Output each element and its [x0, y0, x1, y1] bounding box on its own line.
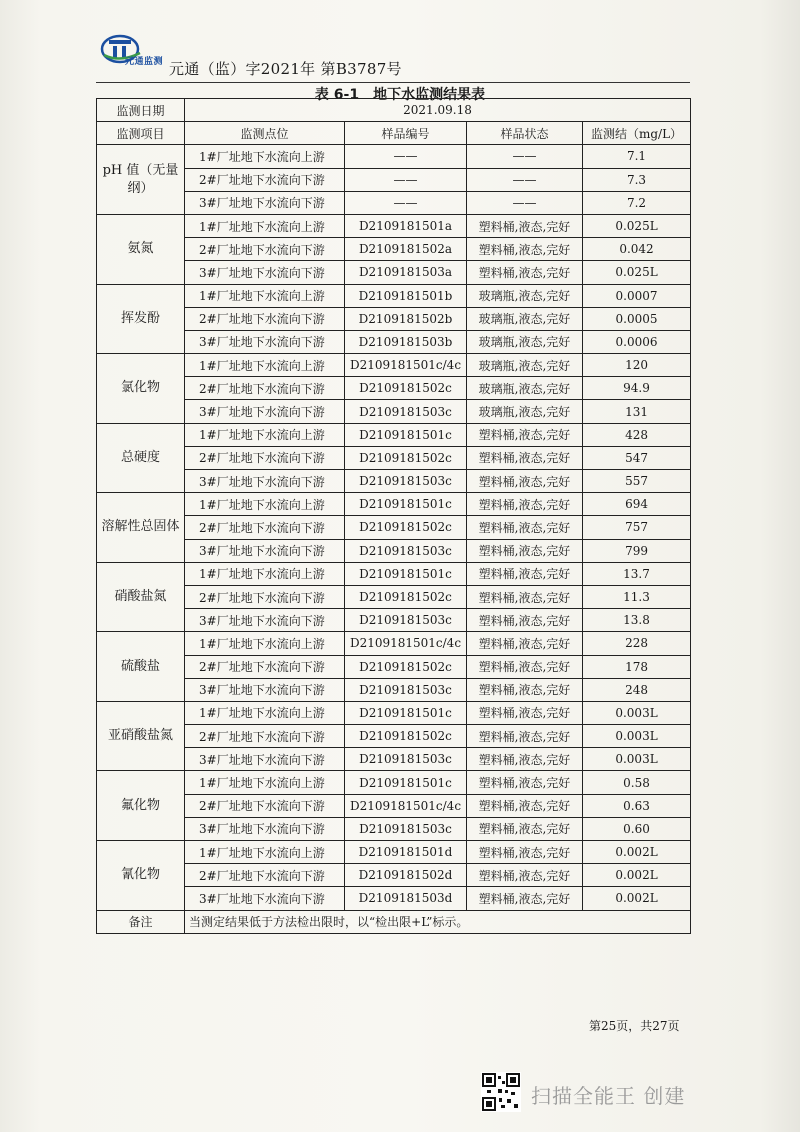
note-row	[97, 910, 691, 933]
sample-state: 塑料桶,液态,完好	[467, 238, 583, 261]
parameter-name: 氨氮	[97, 214, 185, 284]
sample-state: 塑料桶,液态,完好	[467, 748, 583, 771]
sample-state: 塑料桶,液态,完好	[467, 655, 583, 678]
result-value: 13.8	[583, 609, 691, 632]
sampling-location: 1#厂址地下水流向上游	[185, 701, 345, 724]
result-value: 13.7	[583, 562, 691, 585]
sample-id: D2109181501b	[345, 284, 467, 307]
result-value: 94.9	[583, 377, 691, 400]
result-value: 0.025L	[583, 214, 691, 237]
date-value: 2021.09.18	[185, 99, 691, 122]
scanner-watermark: 扫描全能王 创建	[531, 1084, 686, 1108]
sample-id: D2109181501c	[345, 701, 467, 724]
result-value: 248	[583, 678, 691, 701]
result-value: 0.042	[583, 238, 691, 261]
sampling-location: 2#厂址地下水流向下游	[185, 516, 345, 539]
sampling-location: 2#厂址地下水流向下游	[185, 794, 345, 817]
sample-state: 塑料桶,液态,完好	[467, 678, 583, 701]
col-header-result: 监测结（mg/L）	[583, 122, 691, 145]
sample-id: D2109181501a	[345, 214, 467, 237]
sample-id: D2109181502b	[345, 307, 467, 330]
sample-state: 塑料桶,液态,完好	[467, 446, 583, 469]
sampling-location: 2#厂址地下水流向下游	[185, 655, 345, 678]
result-value: 757	[583, 516, 691, 539]
table-row	[97, 238, 691, 261]
monitoring-results-table	[96, 98, 691, 934]
sampling-location: 1#厂址地下水流向上游	[185, 493, 345, 516]
sample-state: 塑料桶,液态,完好	[467, 701, 583, 724]
sample-state: 塑料桶,液态,完好	[467, 725, 583, 748]
sampling-location: 3#厂址地下水流向下游	[185, 678, 345, 701]
sample-id: D2109181502c	[345, 655, 467, 678]
parameter-name: 总硬度	[97, 423, 185, 493]
parameter-name: 氰化物	[97, 841, 185, 911]
sample-id: D2109181502c	[345, 516, 467, 539]
sampling-location: 1#厂址地下水流向上游	[185, 841, 345, 864]
result-value: 7.2	[583, 191, 691, 214]
col-header-item: 监测项目	[97, 122, 185, 145]
parameter-name: 挥发酚	[97, 284, 185, 354]
result-value: 799	[583, 539, 691, 562]
page-number: 第25页，共27页	[589, 1019, 680, 1033]
sample-id: D2109181503a	[345, 261, 467, 284]
sample-state: 塑料桶,液态,完好	[467, 562, 583, 585]
result-value: 0.002L	[583, 887, 691, 910]
sampling-location: 1#厂址地下水流向上游	[185, 354, 345, 377]
result-value: 0.60	[583, 817, 691, 840]
table-row	[97, 748, 691, 771]
result-value: 7.1	[583, 145, 691, 168]
sample-id: D2109181501c	[345, 562, 467, 585]
sample-id: D2109181501c	[345, 493, 467, 516]
sampling-location: 3#厂址地下水流向下游	[185, 887, 345, 910]
sampling-location: 3#厂址地下水流向下游	[185, 400, 345, 423]
sample-state: 塑料桶,液态,完好	[467, 817, 583, 840]
table-row	[97, 516, 691, 539]
qr-code-icon	[481, 1072, 521, 1112]
sample-state: 塑料桶,液态,完好	[467, 214, 583, 237]
sampling-location: 2#厂址地下水流向下游	[185, 725, 345, 748]
sample-id: D2109181501c	[345, 423, 467, 446]
note-label: 备注	[97, 910, 185, 933]
table-row	[97, 725, 691, 748]
sample-id: ——	[345, 168, 467, 191]
result-value: 120	[583, 354, 691, 377]
result-value: 0.58	[583, 771, 691, 794]
parameter-name: 氯化物	[97, 354, 185, 424]
sampling-location: 2#厂址地下水流向下游	[185, 864, 345, 887]
sample-state: 塑料桶,液态,完好	[467, 423, 583, 446]
parameter-name: 溶解性总固体	[97, 493, 185, 563]
sampling-location: 1#厂址地下水流向上游	[185, 771, 345, 794]
sample-id: D2109181503c	[345, 539, 467, 562]
table-row	[97, 446, 691, 469]
table-row	[97, 470, 691, 493]
sample-state: 塑料桶,液态,完好	[467, 794, 583, 817]
table-row	[97, 887, 691, 910]
sampling-location: 2#厂址地下水流向下游	[185, 168, 345, 191]
table-row	[97, 168, 691, 191]
sample-id: D2109181502c	[345, 377, 467, 400]
sample-id: D2109181503c	[345, 678, 467, 701]
sample-state: 玻璃瓶,液态,完好	[467, 330, 583, 353]
result-value: 547	[583, 446, 691, 469]
sample-id: D2109181503d	[345, 887, 467, 910]
sampling-location: 3#厂址地下水流向下游	[185, 817, 345, 840]
result-value: 428	[583, 423, 691, 446]
table-row	[97, 400, 691, 423]
note-text: 当测定结果低于方法检出限时，以“检出限+L”标示。	[185, 910, 691, 933]
header-rule	[96, 82, 690, 83]
sample-id: D2109181502c	[345, 585, 467, 608]
table-row	[97, 493, 691, 516]
sampling-location: 3#厂址地下水流向下游	[185, 191, 345, 214]
parameter-name: 硫酸盐	[97, 632, 185, 702]
sample-id: D2109181503b	[345, 330, 467, 353]
table-row	[97, 284, 691, 307]
col-header-sample-state: 样品状态	[467, 122, 583, 145]
table-row	[97, 585, 691, 608]
date-label: 监测日期	[97, 99, 185, 122]
result-value: 0.003L	[583, 701, 691, 724]
result-value: 228	[583, 632, 691, 655]
table-title: 表 6-1 地下水监测结果表	[314, 87, 486, 103]
result-value: 131	[583, 400, 691, 423]
table-row	[97, 354, 691, 377]
sampling-location: 2#厂址地下水流向下游	[185, 585, 345, 608]
sample-id: D2109181501d	[345, 841, 467, 864]
sample-state: 塑料桶,液态,完好	[467, 516, 583, 539]
sample-state: 玻璃瓶,液态,完好	[467, 284, 583, 307]
sample-id: D2109181502c	[345, 446, 467, 469]
sample-state: 玻璃瓶,液态,完好	[467, 354, 583, 377]
sample-id: D2109181503c	[345, 748, 467, 771]
result-value: 0.003L	[583, 748, 691, 771]
table-row	[97, 214, 691, 237]
report-number: 元通（监）字2021年 第B3787号	[169, 60, 402, 78]
table-row	[97, 423, 691, 446]
sample-state: 塑料桶,液态,完好	[467, 470, 583, 493]
parameter-name: 亚硝酸盐氮	[97, 701, 185, 771]
sampling-location: 3#厂址地下水流向下游	[185, 748, 345, 771]
sample-id: D2109181501c/4c	[345, 354, 467, 377]
sample-state: 塑料桶,液态,完好	[467, 771, 583, 794]
sample-id: D2109181503c	[345, 817, 467, 840]
parameter-name: pH 值（无量纲）	[97, 145, 185, 215]
result-value: 178	[583, 655, 691, 678]
sample-state: 塑料桶,液态,完好	[467, 887, 583, 910]
table-row	[97, 678, 691, 701]
sample-state: 塑料桶,液态,完好	[467, 841, 583, 864]
result-value: 0.002L	[583, 841, 691, 864]
sampling-location: 1#厂址地下水流向上游	[185, 423, 345, 446]
sample-state: 玻璃瓶,液态,完好	[467, 307, 583, 330]
table-row	[97, 261, 691, 284]
sample-id: ——	[345, 191, 467, 214]
table-row	[97, 655, 691, 678]
sampling-location: 1#厂址地下水流向上游	[185, 562, 345, 585]
table-row	[97, 701, 691, 724]
sample-id: D2109181501c	[345, 771, 467, 794]
sampling-location: 1#厂址地下水流向上游	[185, 214, 345, 237]
sample-state: 塑料桶,液态,完好	[467, 493, 583, 516]
table-row	[97, 841, 691, 864]
table-row	[97, 191, 691, 214]
parameter-name: 硝酸盐氮	[97, 562, 185, 632]
logo-text: 元通监测	[125, 57, 164, 67]
sampling-location: 1#厂址地下水流向上游	[185, 145, 345, 168]
table-row	[97, 609, 691, 632]
result-value: 557	[583, 470, 691, 493]
sample-state: 玻璃瓶,液态,完好	[467, 377, 583, 400]
sample-id: D2109181503c	[345, 470, 467, 493]
table-row	[97, 632, 691, 655]
result-value: 0.003L	[583, 725, 691, 748]
sampling-location: 1#厂址地下水流向上游	[185, 284, 345, 307]
table-row	[97, 817, 691, 840]
sample-state: 塑料桶,液态,完好	[467, 539, 583, 562]
sample-state: ——	[467, 168, 583, 191]
table-row	[97, 794, 691, 817]
sample-id: D2109181503c	[345, 609, 467, 632]
result-value: 7.3	[583, 168, 691, 191]
table-row	[97, 539, 691, 562]
sample-id: ——	[345, 145, 467, 168]
sampling-location: 2#厂址地下水流向下游	[185, 446, 345, 469]
table-row	[97, 145, 691, 168]
sampling-location: 3#厂址地下水流向下游	[185, 470, 345, 493]
sampling-location: 3#厂址地下水流向下游	[185, 539, 345, 562]
sampling-location: 3#厂址地下水流向下游	[185, 261, 345, 284]
sample-state: 塑料桶,液态,完好	[467, 609, 583, 632]
date-row	[97, 99, 691, 122]
sampling-location: 2#厂址地下水流向下游	[185, 307, 345, 330]
result-value: 0.63	[583, 794, 691, 817]
sampling-location: 2#厂址地下水流向下游	[185, 377, 345, 400]
sample-id: D2109181503c	[345, 400, 467, 423]
col-header-location: 监测点位	[185, 122, 345, 145]
result-value: 0.025L	[583, 261, 691, 284]
result-value: 0.0005	[583, 307, 691, 330]
sample-id: D2109181502a	[345, 238, 467, 261]
sample-state: 塑料桶,液态,完好	[467, 585, 583, 608]
table-row	[97, 307, 691, 330]
result-value: 0.0006	[583, 330, 691, 353]
sample-state: 玻璃瓶,液态,完好	[467, 400, 583, 423]
parameter-name: 氟化物	[97, 771, 185, 841]
table-row	[97, 330, 691, 353]
sample-id: D2109181502c	[345, 725, 467, 748]
sample-id: D2109181501c/4c	[345, 632, 467, 655]
col-header-sample-id: 样品编号	[345, 122, 467, 145]
result-value: 0.002L	[583, 864, 691, 887]
table-row	[97, 377, 691, 400]
table-row	[97, 771, 691, 794]
sampling-location: 1#厂址地下水流向上游	[185, 632, 345, 655]
result-value: 0.0007	[583, 284, 691, 307]
sample-id: D2109181502d	[345, 864, 467, 887]
sampling-location: 3#厂址地下水流向下游	[185, 609, 345, 632]
table-row	[97, 562, 691, 585]
sample-state: 塑料桶,液态,完好	[467, 632, 583, 655]
sample-state: ——	[467, 191, 583, 214]
sample-state: 塑料桶,液态,完好	[467, 261, 583, 284]
table-row	[97, 864, 691, 887]
sample-state: 塑料桶,液态,完好	[467, 864, 583, 887]
sample-state: ——	[467, 145, 583, 168]
sample-id: D2109181501c/4c	[345, 794, 467, 817]
result-value: 694	[583, 493, 691, 516]
result-value: 11.3	[583, 585, 691, 608]
sampling-location: 3#厂址地下水流向下游	[185, 330, 345, 353]
header-row	[97, 122, 691, 145]
sampling-location: 2#厂址地下水流向下游	[185, 238, 345, 261]
